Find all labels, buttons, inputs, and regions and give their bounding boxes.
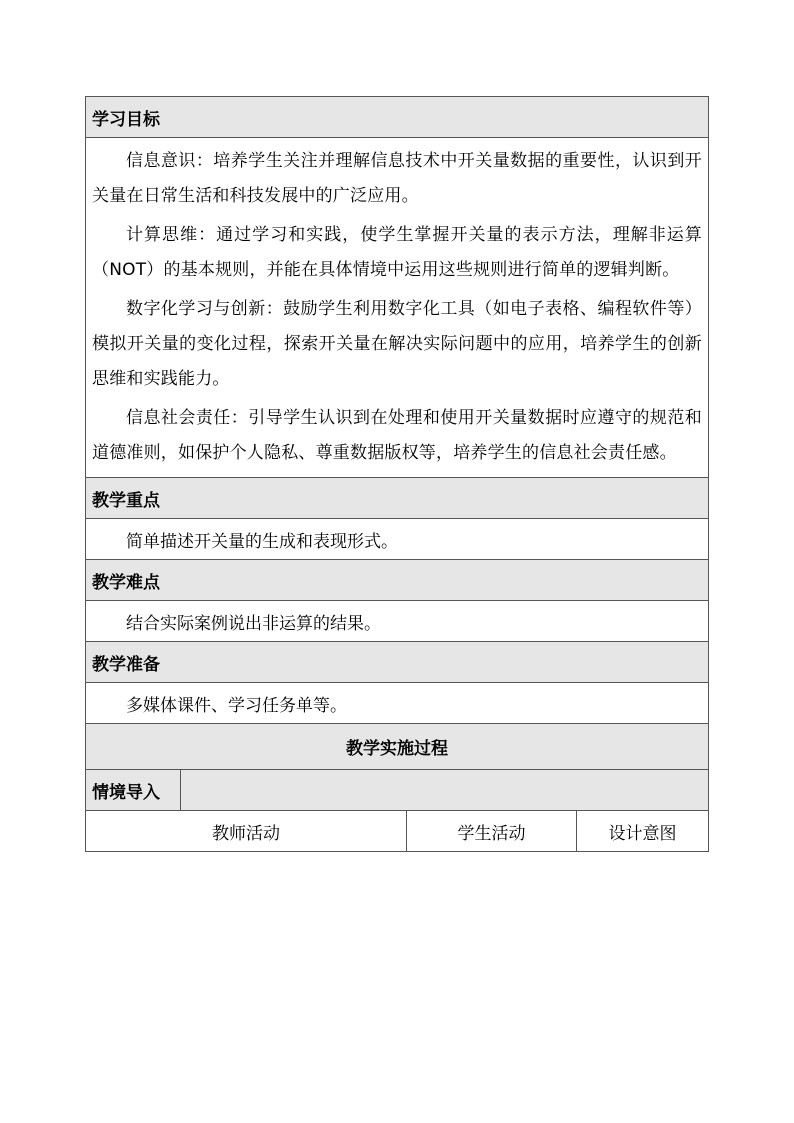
preparation-header-row — [86, 642, 709, 683]
design-intent-header: 设计意图 — [577, 811, 709, 852]
preparation-header: 教学准备 — [86, 642, 709, 683]
objectives-content — [86, 138, 709, 478]
preparation-text: 多媒体课件、学习任务单等。 — [86, 683, 709, 724]
process-header-row — [86, 724, 709, 770]
preparation-content-row — [86, 683, 709, 724]
objectives-header-row — [86, 97, 709, 138]
objectives-header: 学习目标 — [86, 97, 709, 138]
objective-digital-learning: 数字化学习与创新：鼓励学生利用数字化工具（如电子表格、编程软件等）模拟开关量的变化过程，探索开关量在解决实际问题中的应用，培养学生的创新思维和实践能力。 — [92, 299, 702, 389]
student-activity-header: 学生活动 — [407, 811, 577, 852]
intro-label: 情境导入 — [86, 770, 181, 811]
key-points-content-row — [86, 519, 709, 560]
key-points-header-row — [86, 478, 709, 519]
activity-columns-row — [86, 811, 709, 852]
objective-info-awareness: 信息意识：培养学生关注并理解信息技术中开关量数据的重要性，认识到开关量在日常生活和科技发展中的广泛应用。 — [92, 151, 702, 206]
difficulties-content-row — [86, 601, 709, 642]
key-points-text: 简单描述开关量的生成和表现形式。 — [86, 519, 709, 560]
key-points-header: 教学重点 — [86, 478, 709, 519]
objective-computational-thinking: 计算思维：通过学习和实践，使学生掌握开关量的表示方法，理解非运算（NOT）的基本规则，并能在具体情境中运用这些规则进行简单的逻辑判断。 — [92, 225, 702, 280]
teacher-activity-header: 教师活动 — [86, 811, 407, 852]
objectives-content-row — [86, 138, 709, 478]
difficulties-header: 教学难点 — [86, 560, 709, 601]
intro-blank-cell — [181, 770, 709, 811]
lesson-plan-table — [85, 96, 709, 852]
intro-row — [86, 770, 709, 811]
difficulties-text: 结合实际案例说出非运算的结果。 — [86, 601, 709, 642]
objective-social-responsibility: 信息社会责任：引导学生认识到在处理和使用开关量数据时应遵守的规范和道德准则，如保护个人隐私、尊重数据版权等，培养学生的信息社会责任感。 — [92, 408, 702, 463]
process-header: 教学实施过程 — [86, 724, 709, 770]
difficulties-header-row — [86, 560, 709, 601]
